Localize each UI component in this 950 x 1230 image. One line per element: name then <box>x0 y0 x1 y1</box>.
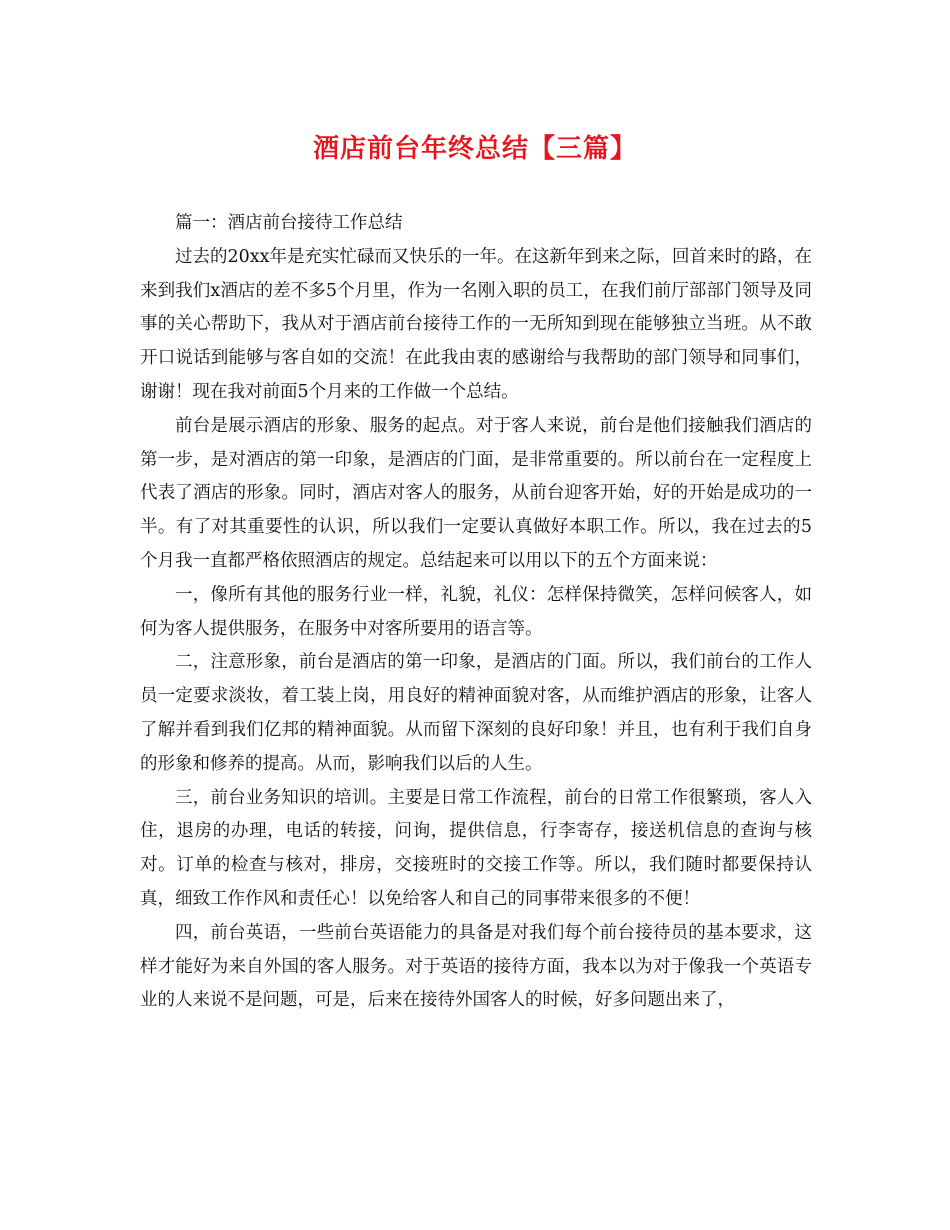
paragraph: 四，前台英语，一些前台英语能力的具备是对我们每个前台接待员的基本要求，这样才能好为来自外国的客人服务。对于英语的接待方面，我本以为对于像我一个英语专业的人来说不是问题，可是，后来在接待外国客人的时候，好多问题出来了， <box>140 922 812 1011</box>
paragraph: 过去的20xx年是充实忙碌而又快乐的一年。在这新年到来之际，回首来时的路，在来到我们x酒店的差不多5个月里，作为一名刚入职的员工，在我们前厅部部门领导及同事的关心帮助下，我从对于酒店前台接待工作的一无所知到现在能够独立当班。从不敢开口说话到能够与客自如的交流！在此我由衷的感谢给与我帮助的部门领导和同事们，谢谢！现在我对前面5个月来的工作做一个总结。 <box>140 246 813 402</box>
paragraph: 前台是展示酒店的形象、服务的起点。对于客人来说，前台是他们接触我们酒店的第一步，是对酒店的第一印象，是酒店的门面，是非常重要的。所以前台在一定程度上代表了酒店的形象。同时，酒店对客人的服务，从前台迎客开始，好的开始是成功的一半。有了对其重要性的认识，所以我们一定要认真做好本职工作。所以，我在过去的5个月我一直都严格依照酒店的规定。总结起来可以用以下的五个方面来说： <box>140 415 812 571</box>
paragraph: 二，注意形象，前台是酒店的第一印象，是酒店的门面。所以，我们前台的工作人员一定要求淡妆，着工装上岗，用良好的精神面貌对客，从而维护酒店的形象，让客人了解并看到我们亿邦的精神面貌。从而留下深刻的良好印象！并且，也有利于我们自身的形象和修养的提高。从而，影响我们以后的人生。 <box>140 652 812 774</box>
paragraph: 一，像所有其他的服务行业一样，礼貌，礼仪：怎样保持微笑，怎样问候客人，如何为客人提供服务，在服务中对客所要用的语言等。 <box>140 584 812 639</box>
document-body <box>140 207 812 1018</box>
document-title: 酒店前台年终总结【三篇】 <box>312 134 637 164</box>
paragraph: 三，前台业务知识的培训。主要是日常工作流程，前台的日常工作很繁琐，客人入住，退房的办理，电话的转接，问询，提供信息，行李寄存，接送机信息的查询与核对。订单的检查与核对，排房，交接班时的交接工作等。所以，我们随时都要保持认真，细致工作作风和责任心！以免给客人和自己的同事带来很多的不便！ <box>140 787 812 909</box>
section-heading: 篇一：酒店前台接待工作总结 <box>175 213 403 233</box>
